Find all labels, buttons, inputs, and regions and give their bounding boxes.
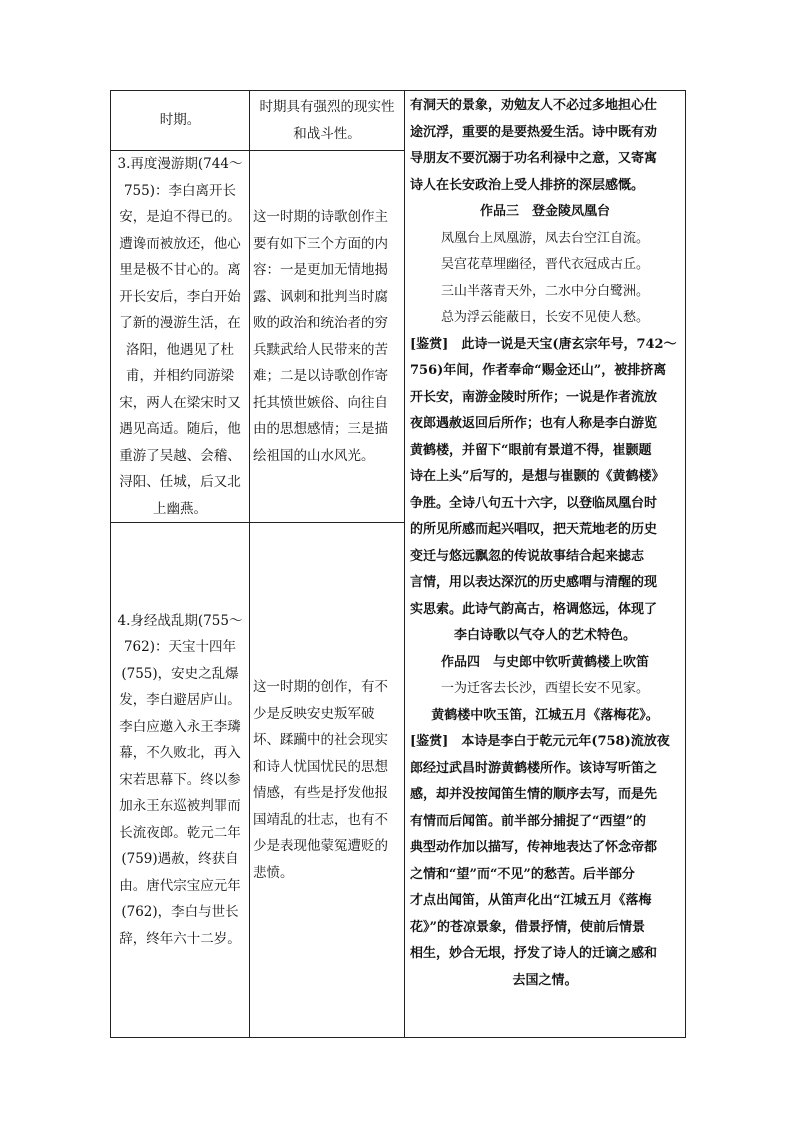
- appreciation-line: 典型动作加以描写，传神地表达了怀念帝都: [410, 840, 658, 855]
- appreciation-line: 言情，用以表达深沉的历史感喟与清醒的现: [410, 575, 658, 590]
- intro-block: [410, 93, 680, 199]
- appreciation-line: 花》”的苍凉景象，借景抒情，使前后情景: [410, 919, 645, 935]
- content-continued-text: 时期具有强烈的现实性和战斗性。: [259, 99, 395, 142]
- appreciation-line: 黄鹤楼，并留下“眼前有景道不得，崔颢题: [410, 442, 652, 458]
- appreciation-line: 才点出闻笛，从笛声化出“江城五月《落梅: [410, 893, 652, 908]
- appreciation-line: 此诗一说是天宝(唐玄宗年号，742～: [448, 336, 677, 352]
- appreciation-line: 感，却并没按闻笛生情的顺序去写，而是先: [410, 787, 658, 802]
- table-cell: [111, 91, 250, 151]
- appreciation-line: 去国之情。: [512, 972, 578, 988]
- intro-line: 途沉浮，重要的是要热爱生活。诗中既有劝: [410, 124, 658, 140]
- work4-title: 作品四 与史郎中钦听黄鹤楼上吹笛: [440, 654, 649, 670]
- appreciation-line: 实思索。此诗气韵高古，格调悠远，体现了: [410, 601, 658, 617]
- intro-line: 诗人在长安政治上受人排挤的深层感慨。: [410, 177, 645, 193]
- table-row: [111, 91, 686, 151]
- works-cell: [405, 91, 686, 1038]
- appreciation-label: [鉴赏]: [410, 336, 449, 352]
- work4-appreciation: [410, 729, 680, 994]
- period-3-content: 这一时期的诗歌创作主要有如下三个方面的内容：一是更加无情地揭露、讽刺和批判当时腐败的政治和统治者的穷兵黩武给人民带来的苦难；二是以诗歌创作寄托其愤世嫉俗、向往自由的思想感情；三是描绘祖国的山水风光。: [253, 209, 388, 464]
- poem-line: 凤凰台上凤凰游，凤去台空江自流。: [440, 230, 649, 246]
- appreciation-line: 的所见所感而起兴唱叹，把天荒地老的历史: [410, 522, 658, 537]
- period-continued-text: 时期。: [159, 112, 201, 129]
- work3-appreciation: [410, 332, 680, 650]
- poem-line: 吴宫花草埋幽径，晋代衣冠成古丘。: [440, 257, 649, 272]
- appreciation-label: [鉴赏]: [410, 734, 449, 749]
- works-content: [405, 91, 685, 996]
- intro-line: 导朋友不要沉溺于功名利禄中之意，又寄寓: [410, 151, 658, 166]
- appreciation-line: 本诗是李白于乾元元年(758)流放夜: [448, 734, 670, 749]
- poem-line: 三山半落青天外，二水中分白鹭洲。: [440, 283, 649, 299]
- table-cell: [250, 151, 405, 523]
- table-cell: [250, 91, 405, 151]
- poem-line: 黄鹤楼中吹玉笛，江城五月《落梅花》。: [431, 707, 659, 723]
- appreciation-line: 756)年间，作者奉命“赐金还山”，被排挤离: [410, 363, 667, 378]
- appreciation-line: 争胜。全诗八句五十六字，以登临凤凰台时: [410, 495, 658, 511]
- period-3-text: 3.再度漫游期(744～755)：李白离开长安，是迫不得已的。遭谗而被放还，他心里是极不甘心的。离开长安后，李白开始了新的漫游生活，在洛阳，他遇见了杜甫，并相约同游梁宋，两人在梁宋时又遇见高适。随后，他重游了吴越、会稽、浔阳、任城，后又北上幽燕。: [117, 156, 243, 517]
- appreciation-line: 开长安，南游金陵时所作；一说是作者流放: [410, 389, 658, 405]
- appreciation-line: 之情和“望”而“不见”的愁苦。后半部分: [410, 866, 635, 882]
- period-4-text: 4.身经战乱期(755～762)：天宝十四年(755)，安史之乱爆发，李白避居庐山。李白应邀入永王李璘幕，不久败北，再入宋若思幕下。终以参加永王东巡被判罪而长流夜郎。乾元二年(759)遇赦，终获自由。唐代宗宝应元年(762)，李白与世长辞，终年六十二岁。: [117, 612, 243, 947]
- appreciation-line: 有情而后闻笛。前半部分捕捉了“西望”的: [410, 813, 646, 829]
- appreciation-line: 郎经过武昌时游黄鹤楼所作。该诗写听笛之: [410, 760, 658, 776]
- poem-line: 总为浮云能蔽日，长安不见使人愁。: [440, 310, 649, 325]
- period-4-content: 这一时期的创作，有不少是反映安史叛军破坏、蹂躏中的社会现实和诗人忧国忧民的思想情感，有些是抒发他报国靖乱的壮志，也有不少是表现他蒙冤遭贬的悲愤。: [253, 679, 388, 881]
- work4-poem: [410, 676, 680, 729]
- appreciation-line: 李白诗歌以气夺人的艺术特色。: [453, 628, 636, 643]
- table-cell: [111, 523, 250, 1038]
- li-bai-periods-table: [110, 90, 686, 1038]
- appreciation-line: 诗在上头”后写的，是想与崔颢的《黄鹤楼》: [410, 469, 665, 484]
- appreciation-line: 夜郎遇赦返回后所作；也有人称是李白游览: [410, 416, 658, 431]
- table-cell: [111, 151, 250, 523]
- intro-line: 有洞天的景象，劝勉友人不必过多地担心仕: [410, 98, 658, 113]
- appreciation-line: 相生，妙合无垠，抒发了诗人的迁谪之感和: [410, 946, 658, 961]
- work3-poem: [410, 226, 680, 332]
- appreciation-line: 变迁与悠远飘忽的传说故事结合起来摅志: [410, 548, 645, 564]
- poem-line: 一为迁客去长沙，西望长安不见家。: [440, 681, 649, 696]
- table-cell: [250, 523, 405, 1038]
- work3-title: 作品三 登金陵凤凰台: [479, 204, 610, 219]
